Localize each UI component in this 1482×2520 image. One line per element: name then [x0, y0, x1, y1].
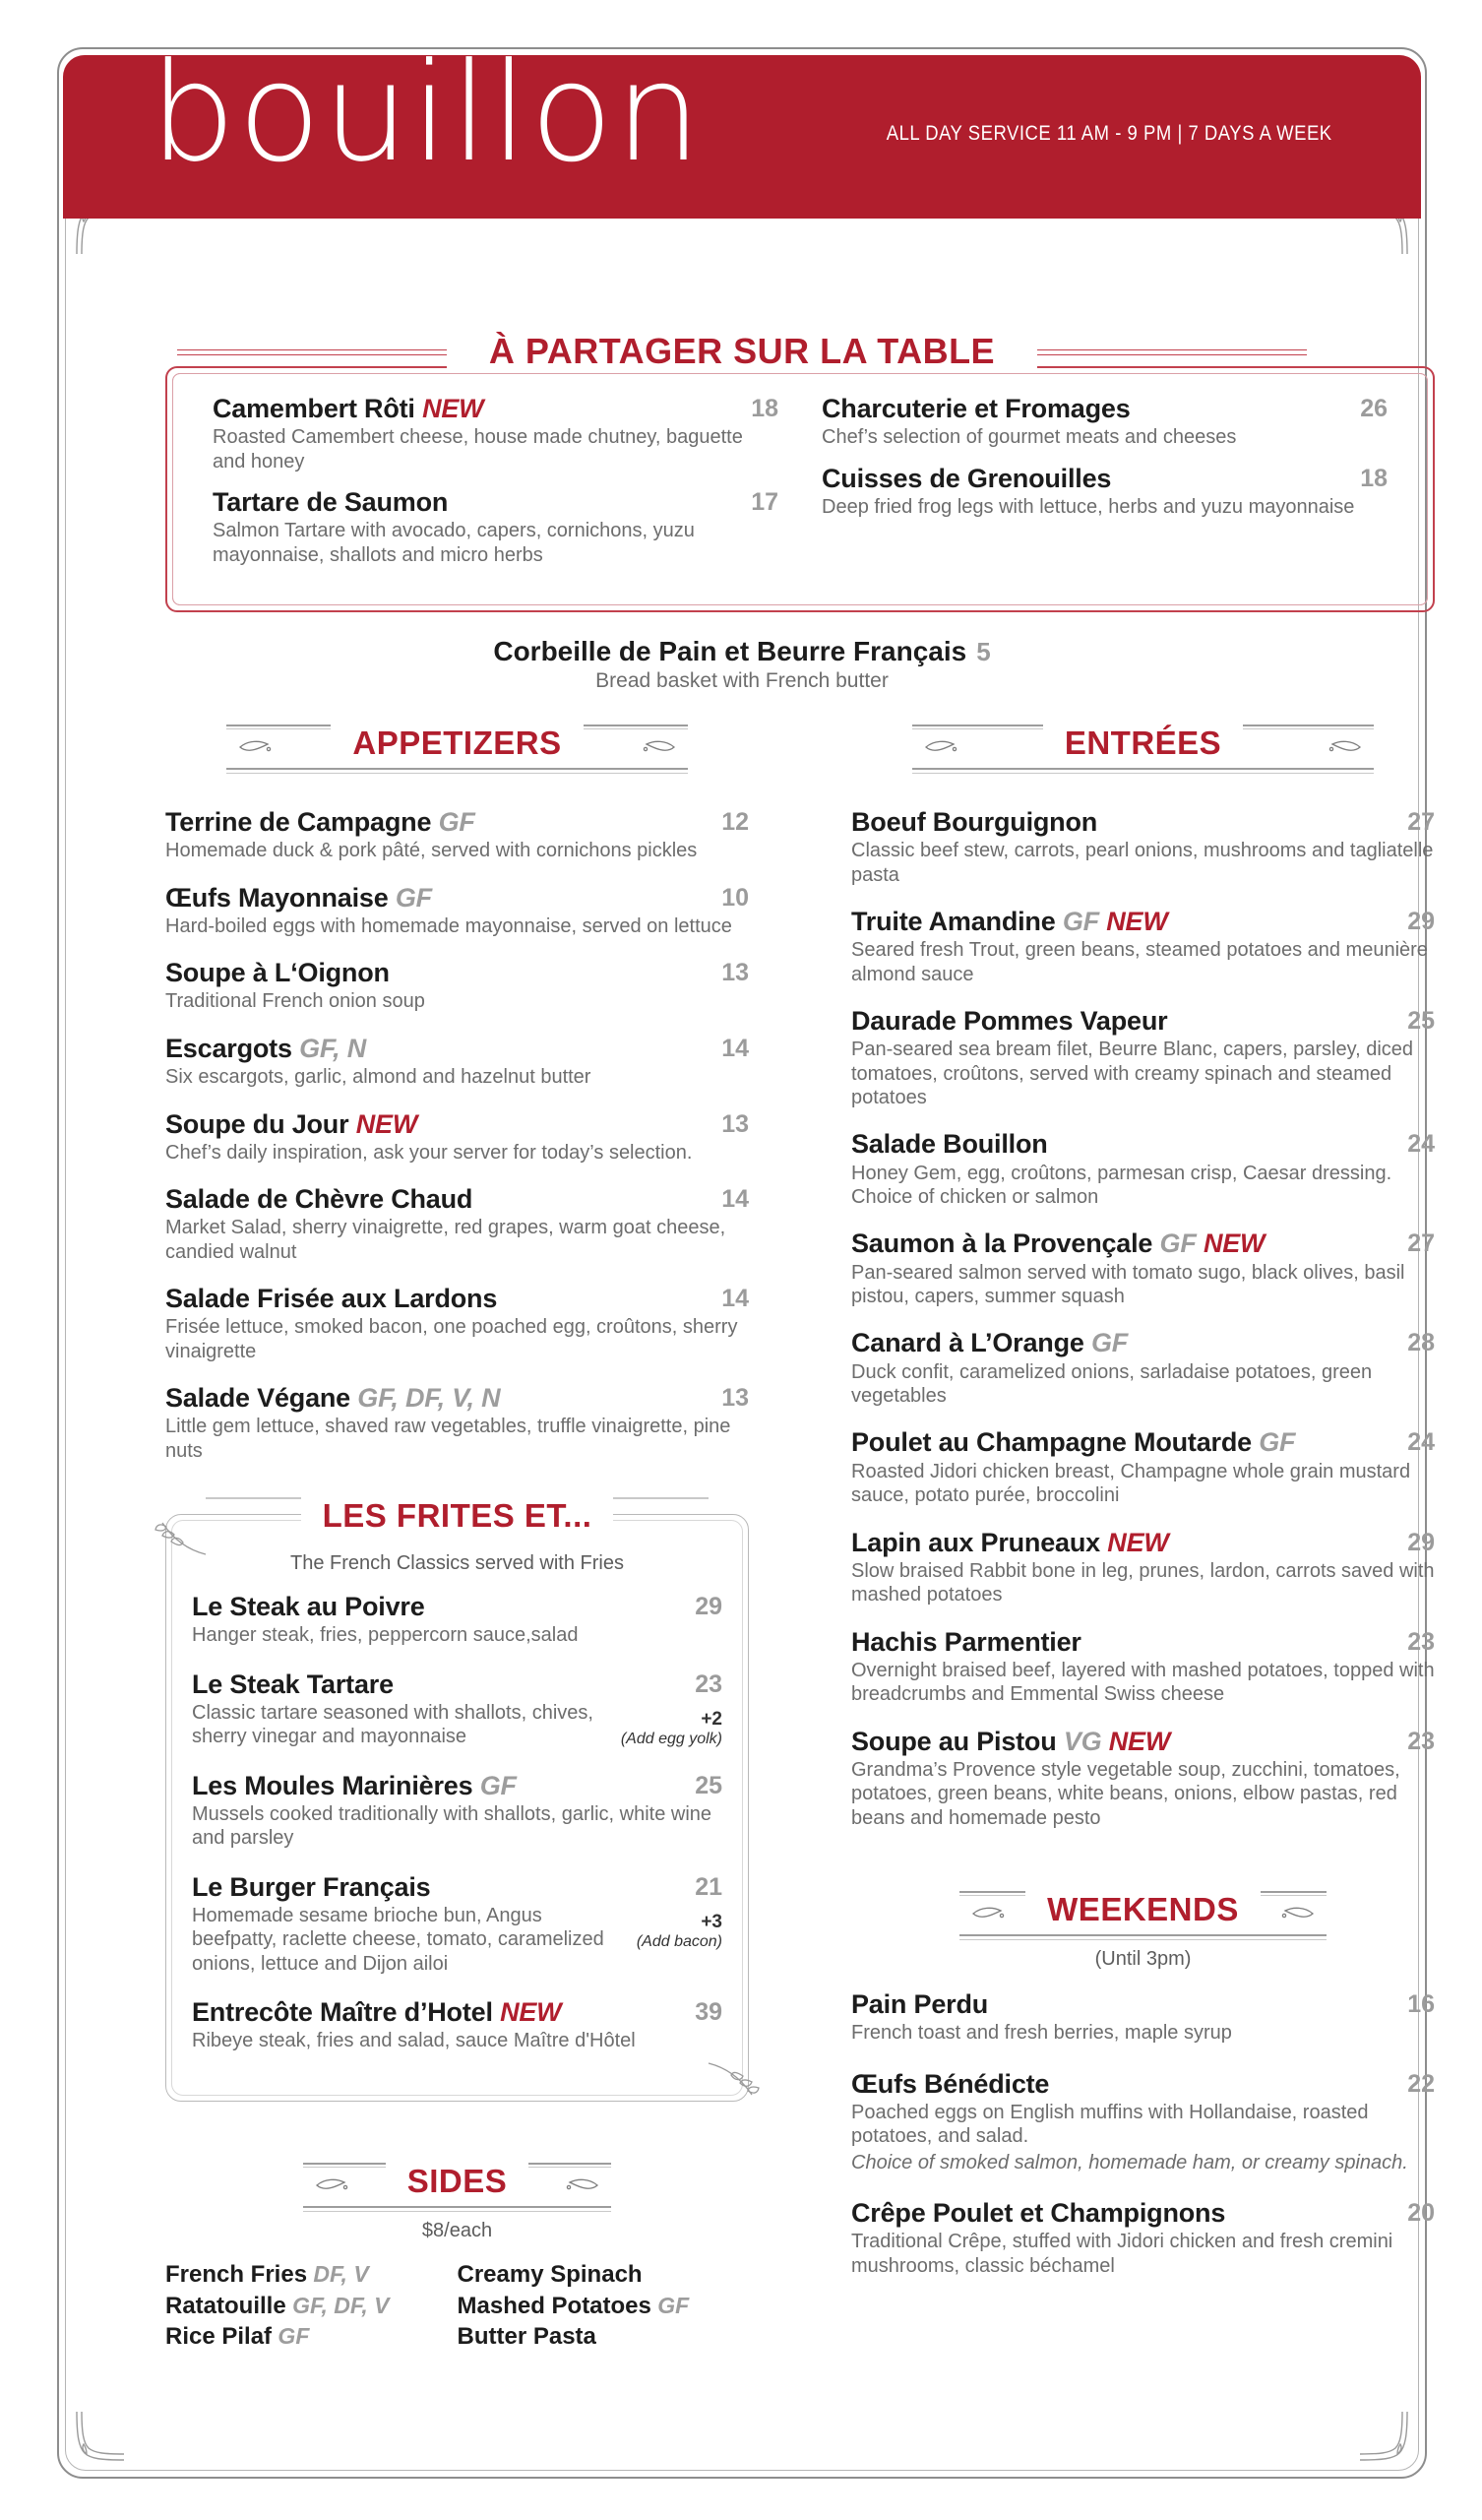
dish-price: 14 — [721, 1185, 749, 1214]
dish-price: 25 — [1407, 1007, 1435, 1036]
share-section-title: À PARTAGER SUR LA TABLE — [447, 331, 1037, 372]
sides-title: SIDES — [386, 2163, 529, 2199]
rule — [959, 1934, 1327, 1936]
dietary-tag: GF — [650, 2292, 690, 2318]
share-rule-right — [992, 349, 1307, 350]
dish-name: Crêpe Poulet et Champignons — [851, 2197, 1226, 2228]
dish-price: 20 — [1407, 2198, 1435, 2227]
dish-name: Lapin aux Pruneaux NEW — [851, 1527, 1169, 1557]
addon-label: (Add bacon) — [636, 1932, 722, 1950]
dish-description: Traditional French onion soup — [165, 990, 425, 1013]
menu-item-header — [165, 1109, 749, 1139]
menu-item-header — [851, 907, 1435, 936]
sides-section — [165, 2157, 749, 2353]
dish-price: 27 — [1407, 808, 1435, 836]
dish-name: Truite Amandine GF NEW — [851, 907, 1168, 937]
dish-description: Overnight braised beef, layered with mashed potatoes, topped with breadcrumbs and Emmental Swiss cheese — [851, 1659, 1435, 1706]
dish-description: Pan-seared salmon served with tomato sugo, black olives, basil pistou, capers, summer squash — [851, 1261, 1405, 1308]
dish-name: Soupe au Pistou VG NEW — [851, 1726, 1171, 1756]
header-banner — [63, 55, 1421, 219]
menu-item-header — [851, 1328, 1435, 1357]
side-item: Rice Pilaf GF — [165, 2323, 310, 2351]
menu-item — [165, 1383, 749, 1463]
dish-name: Poulet au Champagne Moutarde GF — [851, 1427, 1296, 1458]
side-item: Mashed Potatoes GF — [457, 2292, 690, 2319]
dish-description-note: Choice of smoked salmon, homemade ham, or creamy spinach. — [851, 2151, 1408, 2174]
dietary-tag: GF — [388, 882, 432, 913]
menu-item — [851, 1228, 1435, 1308]
dietary-tag: GF, DF, V — [285, 2292, 390, 2318]
brand-logo: bouillon — [150, 55, 704, 192]
dish-name: Les Moules Marinières GF — [192, 1770, 517, 1800]
weekends-title: WEEKENDS — [1025, 1891, 1261, 1927]
section-title-wrap — [851, 724, 1435, 762]
dish-price: 18 — [751, 395, 778, 422]
dish-description: Ribeye steak, fries and salad, sauce Maître d'Hôtel — [192, 2030, 636, 2052]
dietary-tag: GF — [272, 2323, 310, 2350]
dish-name: Boeuf Bourguignon — [851, 807, 1098, 837]
dish-price: 22 — [1407, 2069, 1435, 2098]
dish-description: Roasted Camembert cheese, house made chutney, baguette and honey — [213, 426, 743, 472]
menu-item-header — [851, 1228, 1435, 1258]
appetizers-list — [165, 807, 749, 1463]
menu-item — [851, 2069, 1435, 2174]
dish-price: 5 — [976, 637, 991, 666]
rule — [303, 2211, 611, 2212]
dish-name: Escargots GF, N — [165, 1033, 367, 1063]
dish-name: Salade Bouillon — [851, 1129, 1048, 1160]
dietary-tag: GF — [1152, 1228, 1197, 1259]
menu-item — [192, 1771, 722, 1851]
share-item — [822, 394, 1388, 450]
menu-item — [851, 1328, 1435, 1408]
dish-name: Le Burger Français — [192, 1871, 431, 1902]
dish-description: Chef’s daily inspiration, ask your server for today’s selection. — [165, 1141, 693, 1164]
section-title-wrap — [165, 2163, 749, 2200]
dish-description: Slow braised Rabbit bone in leg, prunes, lardon, carrots saved with mashed potatoes — [851, 1559, 1435, 1606]
dish-description: Market Salad, sherry vinaigrette, red grapes, warm goat cheese, candied walnut — [165, 1217, 726, 1263]
dish-name: Charcuterie et Fromages — [822, 394, 1131, 423]
dish-price: 13 — [721, 1109, 749, 1138]
sprig-ornament-icon — [707, 2061, 762, 2105]
dish-name: Cuisses de Grenouilles — [822, 463, 1112, 493]
menu-item-header — [851, 2198, 1435, 2228]
weekends-section-header — [851, 1885, 1435, 1970]
dish-description: Pan-seared sea bream filet, Beurre Blanc, capers, parsley, diced tomatoes, croûtons, served with creamy spinach and steamed potatoes — [851, 1039, 1414, 1109]
sides-subtitle: $8/each — [421, 2219, 493, 2241]
frites-section-header — [166, 1491, 748, 1575]
share-item — [822, 464, 1388, 520]
dish-description: Duck confit, caramelized onions, sarladaise potatoes, green vegetables — [851, 1360, 1373, 1408]
new-badge: NEW — [1196, 1228, 1266, 1259]
dietary-tag: GF, DF, V, N — [350, 1383, 501, 1414]
frites-panel — [165, 1497, 749, 2102]
menu-columns — [165, 719, 1435, 2353]
share-item — [213, 487, 778, 567]
dish-description: Mussels cooked traditionally with shallots, garlic, white wine and parsley — [192, 1803, 712, 1850]
menu-item-header — [851, 1528, 1435, 1557]
new-badge: NEW — [1098, 907, 1168, 937]
dish-description: Honey Gem, egg, croûtons, parmesan crisp, Caesar dressing. Choice of chicken or salmon — [851, 1162, 1392, 1209]
dish-name: Camembert Rôti NEW — [213, 394, 484, 423]
share-rule-left-2 — [177, 354, 492, 355]
menu-item-header — [165, 1034, 749, 1063]
dish-name: Corbeille de Pain et Beurre Français — [493, 636, 967, 666]
menu-item-header — [851, 1006, 1435, 1036]
menu-item — [851, 2198, 1435, 2278]
dish-name: Salade Frisée aux Lardons — [165, 1284, 498, 1314]
dish-price: 21 — [695, 1872, 722, 1901]
menu-item-header — [851, 1989, 1435, 2019]
left-column — [165, 719, 800, 2353]
menu-item-header — [851, 1627, 1435, 1657]
side-item: French Fries DF, V — [165, 2260, 369, 2288]
dish-description: Roasted Jidori chicken breast, Champagne whole grain mustard sauce, potato purée, broccolini — [851, 1460, 1411, 1507]
side-item: Ratatouille GF, DF, V — [165, 2292, 390, 2319]
menu-item-header — [192, 1771, 722, 1800]
dish-name: Salade Végane GF, DF, V, N — [165, 1383, 501, 1414]
menu-item — [851, 1528, 1435, 1607]
menu-item — [192, 1592, 722, 1648]
share-items-wrapper — [165, 366, 1435, 612]
dish-description: Homemade sesame brioche bun, Angus beefpatty, raclette cheese, tomato, caramelized onions, lettuce and Dijon ailoi — [192, 1905, 604, 1975]
dietary-tag: GF — [1055, 907, 1099, 937]
menu-item-header — [165, 1184, 749, 1214]
sides-left-column — [165, 2259, 458, 2353]
menu-item-header — [165, 807, 749, 837]
dietary-tag: GF, N — [291, 1033, 367, 1063]
dish-price: 16 — [1407, 1989, 1435, 2018]
menu-item-header — [165, 883, 749, 913]
dish-name: Daurade Pommes Vapeur — [851, 1006, 1168, 1037]
dish-price: 14 — [721, 1285, 749, 1313]
addon-price: +3 — [701, 1911, 722, 1932]
dish-description: Little gem lettuce, shaved raw vegetables, truffle vinaigrette, pine nuts — [165, 1416, 731, 1462]
menu-item-header — [851, 2069, 1435, 2099]
dish-description: Six escargots, garlic, almond and hazelnut butter — [165, 1066, 591, 1089]
menu-item — [165, 883, 749, 939]
dish-description: Homemade duck & pork pâté, served with cornichons pickles — [165, 840, 698, 862]
section-title-wrap — [166, 1497, 748, 1535]
menu-item — [165, 1284, 749, 1363]
share-left-column — [191, 394, 800, 581]
addon-label: (Add egg yolk) — [620, 1730, 722, 1747]
menu-item-header — [851, 1427, 1435, 1457]
dish-name: Soupe à L‘Oignon — [165, 958, 390, 988]
sides-section-header — [165, 2157, 749, 2241]
weekends-subtitle: (Until 3pm) — [1094, 1947, 1192, 1970]
menu-item — [851, 1129, 1435, 1209]
menu-item — [165, 807, 749, 863]
dish-description: French toast and fresh berries, maple syrup — [851, 2022, 1232, 2045]
dish-price: 13 — [721, 1384, 749, 1413]
dish-price: 12 — [721, 808, 749, 836]
section-title-wrap — [165, 724, 749, 762]
rule — [303, 2206, 611, 2208]
menu-item — [851, 807, 1435, 887]
entrees-title: ENTRÉES — [1043, 724, 1243, 761]
entrees-section-header — [851, 719, 1435, 782]
dietary-tag: GF — [1083, 1328, 1129, 1358]
dish-price: 25 — [695, 1771, 722, 1799]
dish-price: 24 — [1407, 1428, 1435, 1457]
share-item — [213, 394, 778, 473]
dish-description: Classic beef stew, carrots, pearl onions, mushrooms and tagliatelle pasta — [851, 840, 1434, 886]
dish-name: Œufs Mayonnaise GF — [165, 882, 432, 913]
right-column — [800, 719, 1435, 2353]
dish-name: Terrine de Campagne GF — [165, 807, 475, 837]
dish-name: Le Steak au Poivre — [192, 1592, 425, 1622]
sides-right-column — [458, 2259, 750, 2353]
addon-price: +2 — [701, 1708, 722, 1730]
menu-item — [165, 958, 749, 1014]
dish-name: Canard à L’Orange GF — [851, 1328, 1129, 1358]
dish-description: Chef’s selection of gourmet meats and cheeses — [822, 426, 1237, 449]
dish-name: Le Steak Tartare — [192, 1669, 394, 1699]
dish-name: Entrecôte Maître d’Hotel NEW — [192, 1997, 562, 2028]
rule — [959, 1939, 1327, 1940]
frites-list — [192, 1592, 722, 2053]
menu-item — [851, 907, 1435, 986]
menu-item-header — [851, 807, 1435, 837]
dish-price: 29 — [695, 1593, 722, 1621]
appetizers-title: APPETIZERS — [331, 724, 583, 761]
dish-price: 14 — [721, 1034, 749, 1062]
dish-name: Pain Perdu — [851, 1988, 989, 2019]
menu-item-header — [851, 1727, 1435, 1756]
sides-grid — [165, 2259, 749, 2353]
dish-description: Traditional Crêpe, stuffed with Jidori chicken and fresh cremini mushrooms, classic béchamel — [851, 2231, 1393, 2277]
dish-description: Grandma’s Provence style vegetable soup, zucchini, tomatoes, potatoes, green beans, white beans, onions, elbow pastas, red beans and homemade pesto — [851, 1758, 1400, 1829]
dish-name: Hachis Parmentier — [851, 1626, 1081, 1657]
menu-item — [192, 1997, 722, 2053]
menu-item-header — [192, 1592, 722, 1621]
menu-item-header — [165, 1383, 749, 1413]
bread-basket-item — [59, 636, 1425, 693]
menu-page — [57, 47, 1435, 2479]
menu-item — [851, 1427, 1435, 1507]
dish-description: Seared fresh Trout, green beans, steamed potatoes and meunière almond sauce — [851, 939, 1428, 985]
frites-title: LES FRITES ET... — [301, 1497, 614, 1534]
dish-description: Hanger steak, fries, peppercorn sauce,salad — [192, 1624, 579, 1647]
dish-name: Soupe du Jour NEW — [165, 1108, 418, 1139]
share-rule-left — [177, 349, 492, 350]
dish-price: 26 — [1360, 395, 1388, 422]
dietary-tag: GF — [431, 807, 475, 837]
rule — [912, 773, 1374, 774]
addon-note — [621, 1709, 722, 1748]
share-right-column — [800, 394, 1409, 581]
dish-description: Frisée lettuce, smoked bacon, one poached egg, croûtons, sherry vinaigrette — [165, 1316, 738, 1362]
menu-item — [165, 1109, 749, 1166]
menu-item — [851, 1727, 1435, 1830]
menu-item-header — [851, 1129, 1435, 1159]
dish-name: Saumon à la Provençale GF NEW — [851, 1228, 1266, 1259]
dish-price: 18 — [1360, 464, 1388, 492]
entrees-list — [851, 807, 1435, 1830]
rule — [226, 768, 688, 770]
dish-price: 23 — [1407, 1727, 1435, 1755]
frites-subtitle: The French Classics served with Fries — [290, 1552, 624, 1575]
side-item: Butter Pasta — [457, 2323, 596, 2351]
rule — [226, 773, 688, 774]
menu-item-header — [192, 1997, 722, 2027]
menu-item — [165, 1184, 749, 1264]
dish-price: 29 — [1407, 1528, 1435, 1556]
menu-item — [192, 1872, 722, 1976]
menu-item — [192, 1670, 722, 1749]
dish-name: Tartare de Saumon — [213, 487, 449, 518]
addon-note — [637, 1912, 722, 1951]
dish-name: Salade de Chèvre Chaud — [165, 1184, 473, 1215]
menu-item-header — [165, 958, 749, 987]
dish-price: 28 — [1407, 1329, 1435, 1357]
menu-item — [851, 1989, 1435, 2046]
dietary-tag: DF, V — [307, 2260, 369, 2287]
service-hours: ALL DAY SERVICE 11 AM - 9 PM | 7 DAYS A WEEK — [887, 122, 1332, 145]
dish-description: Deep fried frog legs with lettuce, herbs and yuzu mayonnaise — [822, 495, 1355, 518]
dish-description: Salmon Tartare with avocado, capers, cornichons, yuzu mayonnaise, shallots and micro herbs — [213, 520, 695, 566]
dish-price: 24 — [1407, 1130, 1435, 1159]
dish-description: Classic tartare seasoned with shallots, chives, sherry vinegar and mayonnaise — [192, 1702, 593, 1748]
dish-price: 23 — [695, 1670, 722, 1698]
menu-item-header — [192, 1670, 722, 1699]
menu-item — [165, 1034, 749, 1090]
new-badge: NEW — [422, 394, 484, 423]
dietary-tag: GF — [472, 1770, 517, 1800]
dish-price: 10 — [721, 883, 749, 912]
dish-description: Bread basket with French butter — [595, 669, 889, 692]
dietary-tag: GF — [1251, 1427, 1296, 1458]
dish-price: 13 — [721, 959, 749, 987]
dietary-tag: VG — [1056, 1726, 1102, 1756]
new-badge: NEW — [1099, 1527, 1169, 1557]
section-title-wrap — [851, 1891, 1435, 1928]
new-badge: NEW — [492, 1997, 562, 2028]
menu-item — [851, 1627, 1435, 1707]
dish-description: Hard-boiled eggs with homemade mayonnaise, served on lettuce — [165, 914, 732, 937]
new-badge: NEW — [348, 1108, 418, 1139]
dish-price: 27 — [1407, 1229, 1435, 1258]
new-badge: NEW — [1101, 1726, 1171, 1756]
dish-price: 29 — [1407, 908, 1435, 936]
dish-price: 23 — [1407, 1627, 1435, 1656]
share-rule-right-2 — [992, 354, 1307, 355]
rule — [912, 768, 1374, 770]
menu-item-header — [165, 1284, 749, 1313]
menu-item — [851, 1006, 1435, 1109]
dish-price: 39 — [695, 1998, 722, 2027]
dish-name: Œufs Bénédicte — [851, 2068, 1050, 2099]
dish-price: 17 — [751, 488, 778, 517]
side-item: Creamy Spinach — [457, 2260, 643, 2288]
appetizers-section-header — [165, 719, 749, 782]
dish-description: Poached eggs on English muffins with Hollandaise, roasted potatoes, and salad. — [851, 2101, 1369, 2148]
weekends-list — [851, 1989, 1435, 2278]
menu-item-header — [192, 1872, 722, 1902]
